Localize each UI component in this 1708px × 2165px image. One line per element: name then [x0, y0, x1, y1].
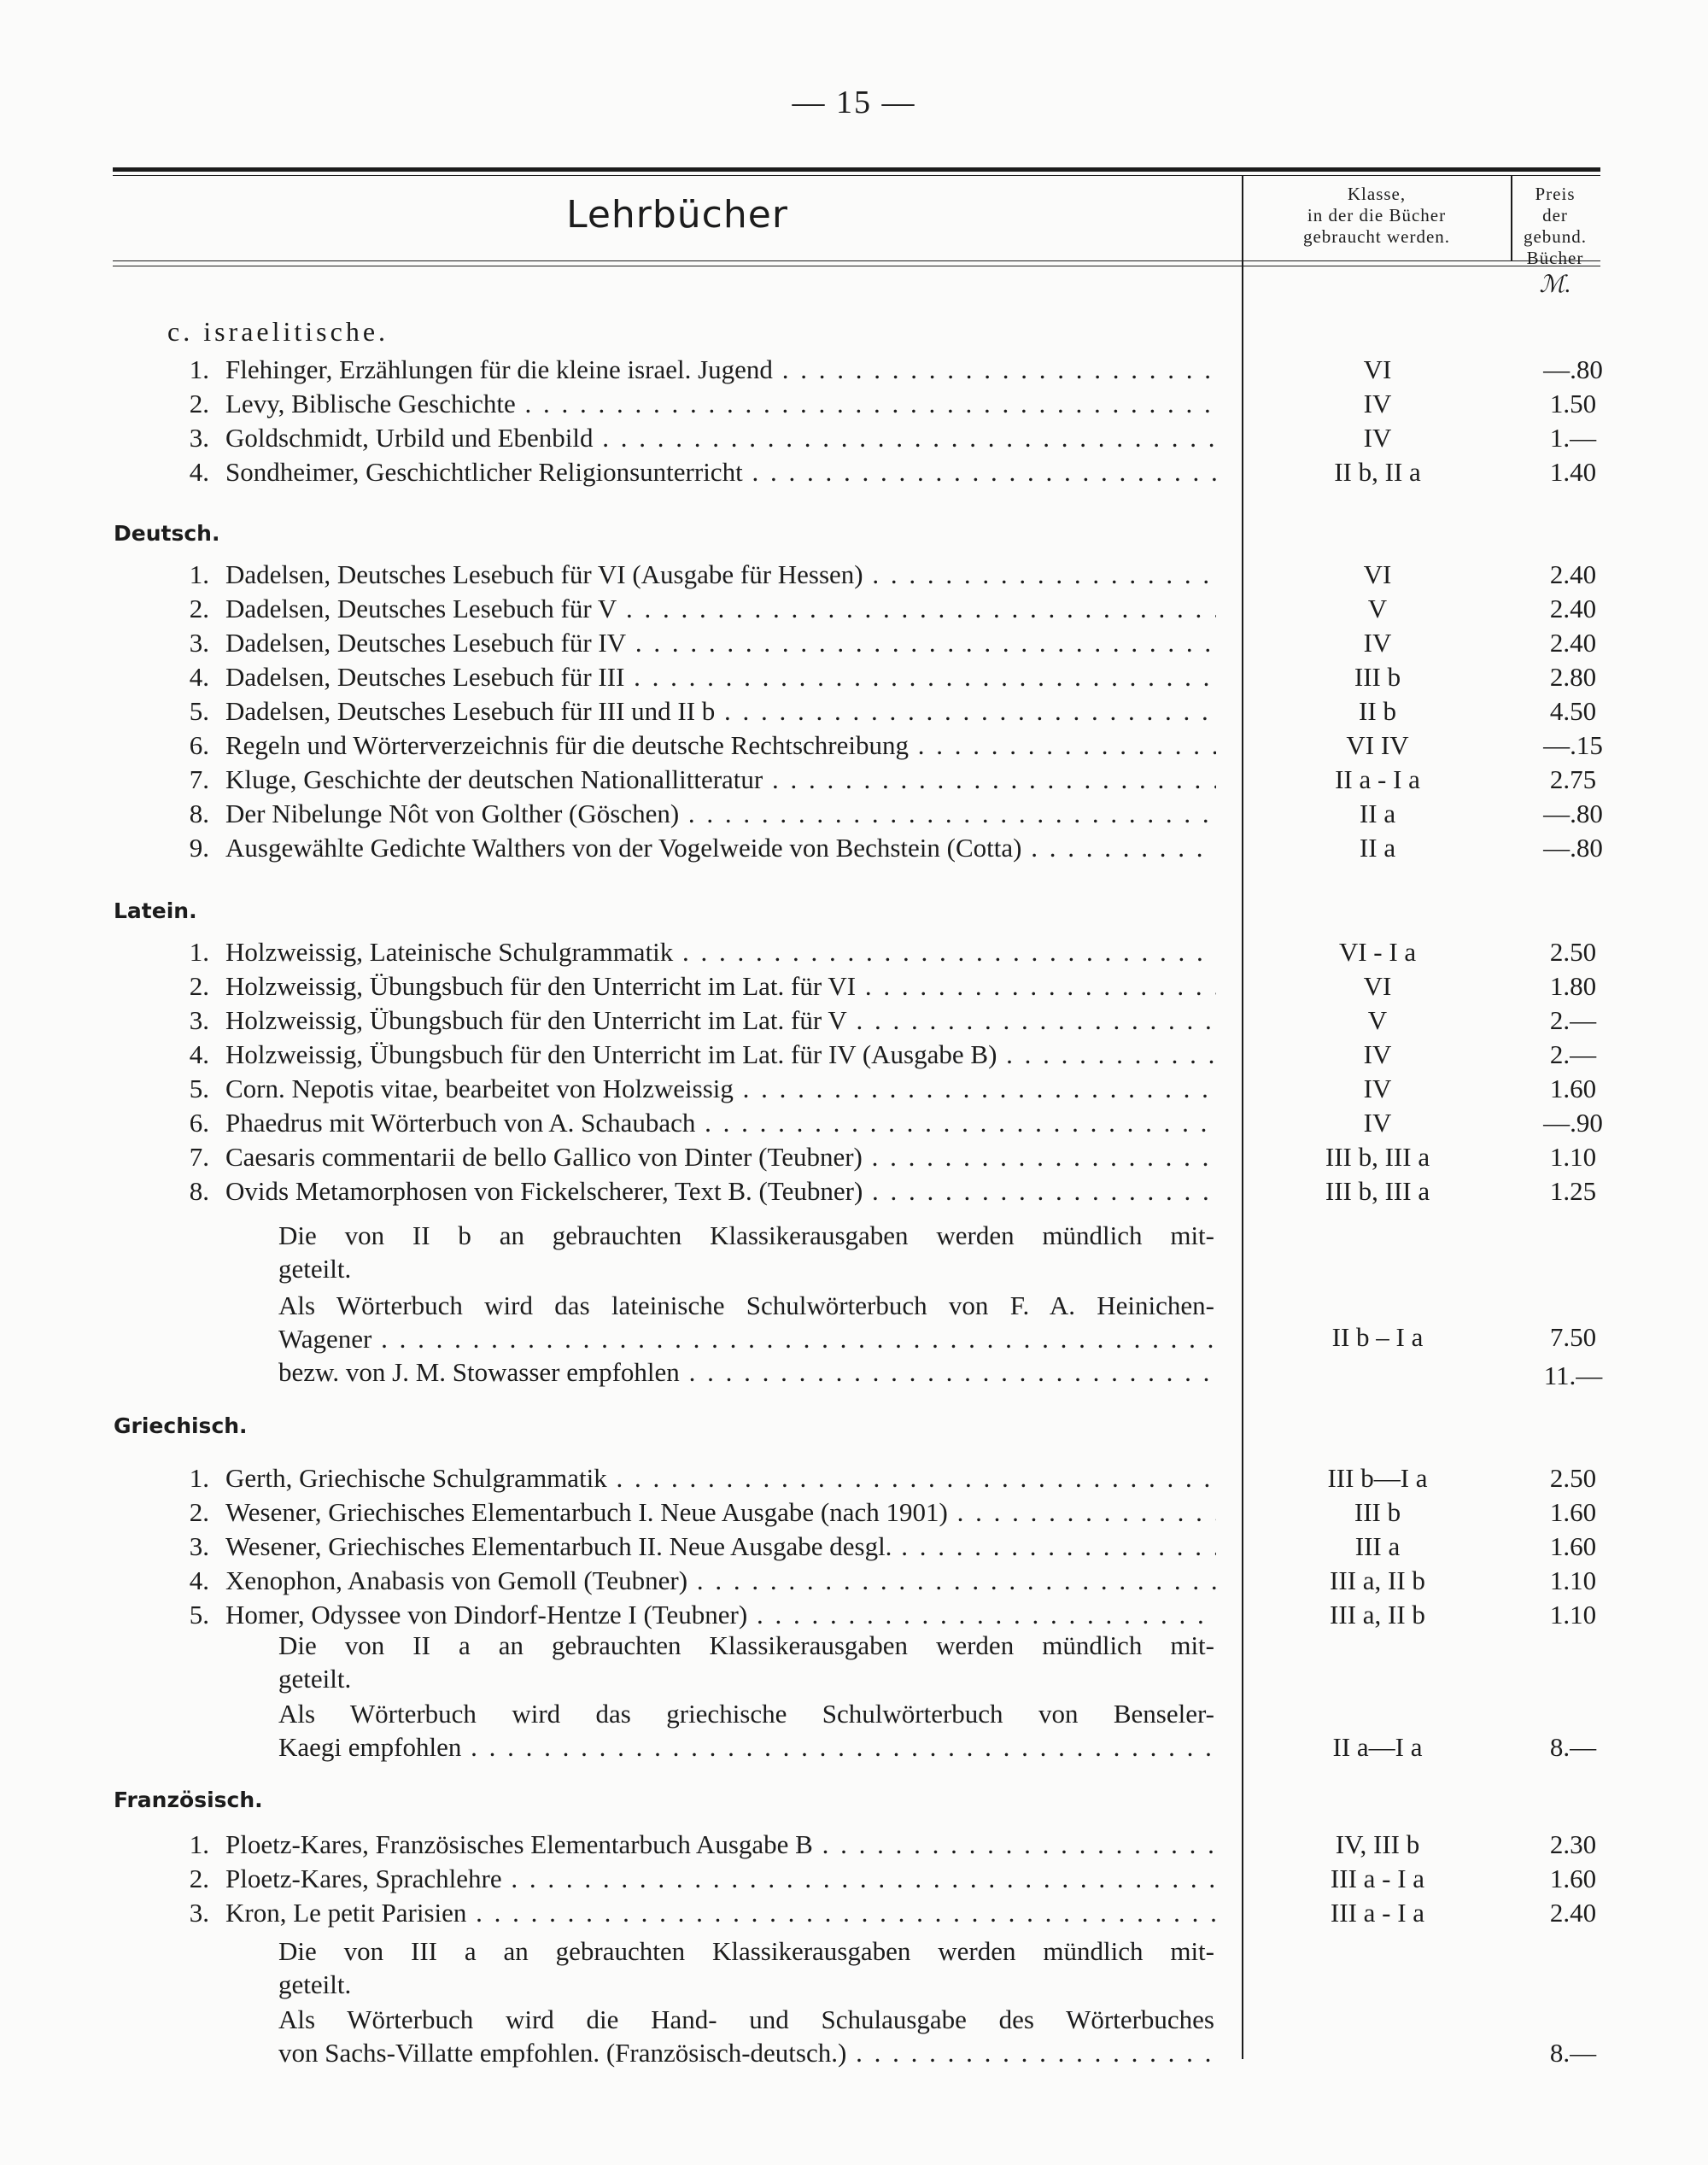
page-number: — 15 — — [792, 85, 916, 120]
book-title: Ploetz-Kares, Französisches Elementarbuch Ausgabe B . . . — [225, 1829, 1216, 1860]
table-row — [0, 423, 1708, 457]
class-value: II b — [1359, 696, 1396, 726]
class-value: II b, II a — [1334, 457, 1421, 487]
table-row — [0, 1108, 1708, 1142]
book-title: Ovids Metamorphosen von Fickelscherer, Text B. (Teubner) . . . — [225, 1176, 1216, 1207]
row-number: 2. — [189, 1864, 209, 1893]
subsection-heading-israel: c. israelitische. — [167, 316, 389, 347]
table-row — [0, 764, 1708, 799]
class-value: III a — [1354, 1531, 1401, 1561]
price-value: 1.10 — [1549, 1142, 1597, 1172]
book-title: Holzweissig, Lateinische Schulgrammatik . . . — [225, 937, 1216, 968]
class-value: V — [1367, 1005, 1388, 1035]
class-value: IV — [1363, 389, 1392, 418]
class-value: III a, II b — [1330, 1600, 1425, 1630]
class-value: III b — [1354, 662, 1401, 692]
book-title: Levy, Biblische Geschichte . . . — [225, 389, 1216, 419]
price-value: 1.60 — [1549, 1497, 1597, 1527]
note-line: geteilt. — [278, 1254, 352, 1284]
section-heading-griechisch: Griechisch. — [114, 1413, 248, 1438]
class-header-line: gebraucht werden. — [1302, 226, 1451, 247]
book-title: Kluge, Geschichte der deutschen Nationallitteratur . . . — [225, 764, 1216, 795]
class-value: VI IV — [1346, 730, 1409, 760]
row-number: 3. — [189, 1005, 209, 1035]
row-number: 1. — [189, 1463, 209, 1493]
franzoesisch-dictionary-note — [278, 2003, 1214, 2069]
price-value: 2.40 — [1549, 628, 1597, 658]
table-row — [0, 594, 1708, 628]
table-row — [0, 1005, 1708, 1039]
table-row — [0, 799, 1708, 833]
price-value: 1.— — [1549, 423, 1597, 453]
price-value: 1.60 — [1549, 1531, 1597, 1561]
class-value: VI — [1363, 354, 1392, 384]
class-value: IV — [1363, 1074, 1392, 1103]
book-title: Dadelsen, Deutsches Lesebuch für V . . . — [225, 594, 1216, 624]
price-header-line: Preis — [1535, 184, 1576, 204]
class-value: III b—I a — [1327, 1463, 1428, 1493]
price-value: 1.60 — [1549, 1864, 1597, 1893]
griechisch-classics-note — [278, 1629, 1214, 1695]
class-value: II a—I a — [1332, 1732, 1423, 1762]
book-title: Dadelsen, Deutsches Lesebuch für III . . . — [225, 662, 1216, 693]
book-title: Holzweissig, Übungsbuch für den Unterricht im Lat. für V . . . — [225, 1005, 1216, 1036]
table-row — [0, 1829, 1708, 1864]
note-line: geteilt. — [278, 1664, 352, 1694]
table-row — [0, 696, 1708, 730]
price-value: 2.50 — [1549, 1463, 1597, 1493]
row-number: 7. — [189, 1142, 209, 1172]
row-number: 5. — [189, 696, 209, 726]
note-line: Als Wörterbuch wird das lateinische Schulwörterbuch von F. A. Heinichen- — [278, 1290, 1214, 1320]
book-title: Phaedrus mit Wörterbuch von A. Schaubach . . . — [225, 1108, 1216, 1138]
price-value: 1.80 — [1549, 971, 1597, 1001]
row-number: 6. — [189, 1108, 209, 1138]
price-header-line: Bücher — [1526, 248, 1584, 268]
note-line: Als Wörterbuch wird das griechische Schulwörterbuch von Benseler- — [278, 1699, 1214, 1729]
latein-classics-note — [278, 1219, 1214, 1285]
table-row — [0, 1463, 1708, 1497]
class-value: IV, III b — [1335, 1829, 1420, 1859]
price-value: —.80 — [1543, 799, 1603, 828]
price-value: 7.50 — [1549, 1322, 1597, 1352]
note-line: geteilt. — [278, 1969, 352, 1999]
table-row — [0, 559, 1708, 594]
header-bottom-rule — [113, 260, 1600, 261]
price-value: 4.50 — [1549, 696, 1597, 726]
table-row — [0, 389, 1708, 423]
table-row — [0, 354, 1708, 389]
class-header-line: Klasse, — [1347, 184, 1407, 204]
row-number: 1. — [189, 559, 209, 589]
book-title: Holzweissig, Übungsbuch für den Unterricht im Lat. für VI . . . — [225, 971, 1216, 1002]
row-number: 8. — [189, 799, 209, 828]
note-line: Die von III a an gebrauchten Klassikerausgaben werden mündlich mit- — [278, 1936, 1214, 1966]
price-value: 8.— — [1549, 2038, 1597, 2068]
row-number: 2. — [189, 971, 209, 1001]
book-title: Dadelsen, Deutsches Lesebuch für III und II b . . . — [225, 696, 1216, 727]
price-value: 2.50 — [1549, 937, 1597, 967]
class-value: IV — [1363, 423, 1392, 453]
table-row — [0, 628, 1708, 662]
book-title: Homer, Odyssee von Dindorf-Hentze I (Teubner) . . . — [225, 1600, 1216, 1630]
class-value: IV — [1363, 628, 1392, 658]
class-value: III a - I a — [1330, 1864, 1425, 1893]
table-row — [0, 457, 1708, 491]
table-row — [0, 1039, 1708, 1074]
price-value: 2.— — [1549, 1005, 1597, 1035]
table-title: Lehrbücher — [566, 193, 788, 237]
book-title: Flehinger, Erzählungen für die kleine israel. Jugend . . . — [225, 354, 1216, 385]
table-row — [0, 971, 1708, 1005]
book-title: Ploetz-Kares, Sprachlehre . . . — [225, 1864, 1216, 1894]
price-column-header — [1512, 184, 1598, 269]
price-header-line: der gebund. — [1523, 205, 1588, 247]
price-value: —.80 — [1543, 833, 1603, 863]
currency-mark: ℳ. — [1539, 272, 1571, 298]
class-value: VI — [1363, 971, 1392, 1001]
table-row — [0, 730, 1708, 764]
price-value: 1.60 — [1549, 1074, 1597, 1103]
row-number: 9. — [189, 833, 209, 863]
note-line: Kaegi empfohlen . . . — [278, 1730, 1214, 1764]
note-line: bezw. von J. M. Stowasser empfohlen . . . — [278, 1355, 1214, 1389]
class-value: III b, III a — [1325, 1142, 1430, 1172]
row-number: 6. — [189, 730, 209, 760]
row-number: 3. — [189, 1898, 209, 1928]
table-row — [0, 1864, 1708, 1898]
class-value: II b – I a — [1331, 1322, 1424, 1352]
row-number: 3. — [189, 628, 209, 658]
table-row — [0, 833, 1708, 867]
section-heading-deutsch: Deutsch. — [114, 521, 220, 546]
class-value: III a, II b — [1330, 1565, 1425, 1595]
price-value: —.90 — [1543, 1108, 1603, 1138]
book-title: Kron, Le petit Parisien . . . — [225, 1898, 1216, 1928]
price-value: 1.25 — [1549, 1176, 1597, 1206]
price-value: 2.80 — [1549, 662, 1597, 692]
row-number: 4. — [189, 1039, 209, 1069]
table-row — [0, 1176, 1708, 1210]
table-row — [0, 1497, 1708, 1531]
price-value: 2.40 — [1549, 559, 1597, 589]
book-title: Ausgewählte Gedichte Walthers von der Vogelweide von Bechstein (Cotta) . . . — [225, 833, 1216, 863]
table-row — [0, 1565, 1708, 1600]
row-number: 2. — [189, 594, 209, 623]
row-number: 2. — [189, 1497, 209, 1527]
class-value: IV — [1363, 1039, 1392, 1069]
section-heading-latein: Latein. — [114, 898, 197, 923]
row-number: 4. — [189, 1565, 209, 1595]
header-top-rule — [113, 167, 1600, 172]
class-value: III b — [1354, 1497, 1401, 1527]
price-value: 1.10 — [1549, 1565, 1597, 1595]
book-title: Goldschmidt, Urbild und Ebenbild . . . — [225, 423, 1216, 453]
price-value: 8.— — [1549, 1732, 1597, 1762]
class-value: III a - I a — [1330, 1898, 1425, 1928]
row-number: 1. — [189, 937, 209, 967]
row-number: 1. — [189, 354, 209, 384]
row-number: 4. — [189, 457, 209, 487]
book-title: Wesener, Griechisches Elementarbuch II. Neue Ausgabe desgl. . . . — [225, 1531, 1216, 1562]
row-number: 3. — [189, 423, 209, 453]
table-row — [0, 937, 1708, 971]
note-line: Die von II b an gebrauchten Klassikerausgaben werden mündlich mit- — [278, 1220, 1214, 1250]
price-value: —.80 — [1543, 354, 1603, 384]
row-number: 8. — [189, 1176, 209, 1206]
row-number: 5. — [189, 1600, 209, 1630]
price-value: 11.— — [1543, 1360, 1603, 1390]
price-value: —.15 — [1543, 730, 1603, 760]
book-title: Xenophon, Anabasis von Gemoll (Teubner) . . . — [225, 1565, 1216, 1596]
note-line: Als Wörterbuch wird die Hand- und Schulausgabe des Wörterbuches — [278, 2004, 1214, 2034]
class-column-header — [1243, 184, 1510, 248]
book-title: Der Nibelunge Nôt von Golther (Göschen) . . . — [225, 799, 1216, 829]
table-row — [0, 1074, 1708, 1108]
price-value: 2.40 — [1549, 1898, 1597, 1928]
class-value: VI - I a — [1338, 937, 1417, 967]
class-value: VI — [1363, 559, 1392, 589]
book-title: Regeln und Wörterverzeichnis für die deutsche Rechtschreibung . . . — [225, 730, 1216, 761]
book-title: Gerth, Griechische Schulgrammatik . . . — [225, 1463, 1216, 1494]
note-line: Wagener . . . — [278, 1322, 1214, 1355]
class-value: V — [1367, 594, 1388, 623]
table-row — [0, 1898, 1708, 1932]
row-number: 2. — [189, 389, 209, 418]
section-heading-franzoesisch: Französisch. — [114, 1788, 263, 1812]
table-row — [0, 1531, 1708, 1565]
class-value: III b, III a — [1325, 1176, 1430, 1206]
book-title: Dadelsen, Deutsches Lesebuch für IV . . . — [225, 628, 1216, 658]
price-value: 2.30 — [1549, 1829, 1597, 1859]
class-value: IV — [1363, 1108, 1392, 1138]
note-line: von Sachs-Villatte empfohlen. (Französisch-deutsch.) . . . — [278, 2036, 1214, 2069]
row-number: 7. — [189, 764, 209, 794]
book-title: Sondheimer, Geschichtlicher Religionsunterricht . . . — [225, 457, 1216, 488]
row-number: 5. — [189, 1074, 209, 1103]
price-value: 1.50 — [1549, 389, 1597, 418]
franzoesisch-classics-note — [278, 1934, 1214, 2001]
row-number: 3. — [189, 1531, 209, 1561]
griechisch-dictionary-note — [278, 1697, 1214, 1764]
latein-dictionary-note — [278, 1289, 1214, 1389]
table-row — [0, 662, 1708, 696]
class-value: II a - I a — [1335, 764, 1420, 794]
class-header-line: in der die Bücher — [1307, 205, 1447, 225]
header-top-rule-thin — [113, 175, 1600, 176]
book-title: Wesener, Griechisches Elementarbuch I. Neue Ausgabe (nach 1901) . . . — [225, 1497, 1216, 1528]
note-line: Die von II a an gebrauchten Klassikerausgaben werden mündlich mit- — [278, 1630, 1214, 1660]
class-value: II a — [1359, 833, 1396, 863]
price-value: 1.40 — [1549, 457, 1597, 487]
book-title: Holzweissig, Übungsbuch für den Unterricht im Lat. für IV (Ausgabe B) . . . — [225, 1039, 1216, 1070]
table-row — [0, 1142, 1708, 1176]
price-value: 1.10 — [1549, 1600, 1597, 1630]
price-value: 2.75 — [1549, 764, 1597, 794]
price-value: 2.40 — [1549, 594, 1597, 623]
row-number: 4. — [189, 662, 209, 692]
class-value: II a — [1359, 799, 1396, 828]
price-value: 2.— — [1549, 1039, 1597, 1069]
row-number: 1. — [189, 1829, 209, 1859]
book-title: Corn. Nepotis vitae, bearbeitet von Holzweissig . . . — [225, 1074, 1216, 1104]
book-title: Dadelsen, Deutsches Lesebuch für VI (Ausgabe für Hessen) . . . — [225, 559, 1216, 590]
book-title: Caesaris commentarii de bello Gallico von Dinter (Teubner) . . . — [225, 1142, 1216, 1173]
